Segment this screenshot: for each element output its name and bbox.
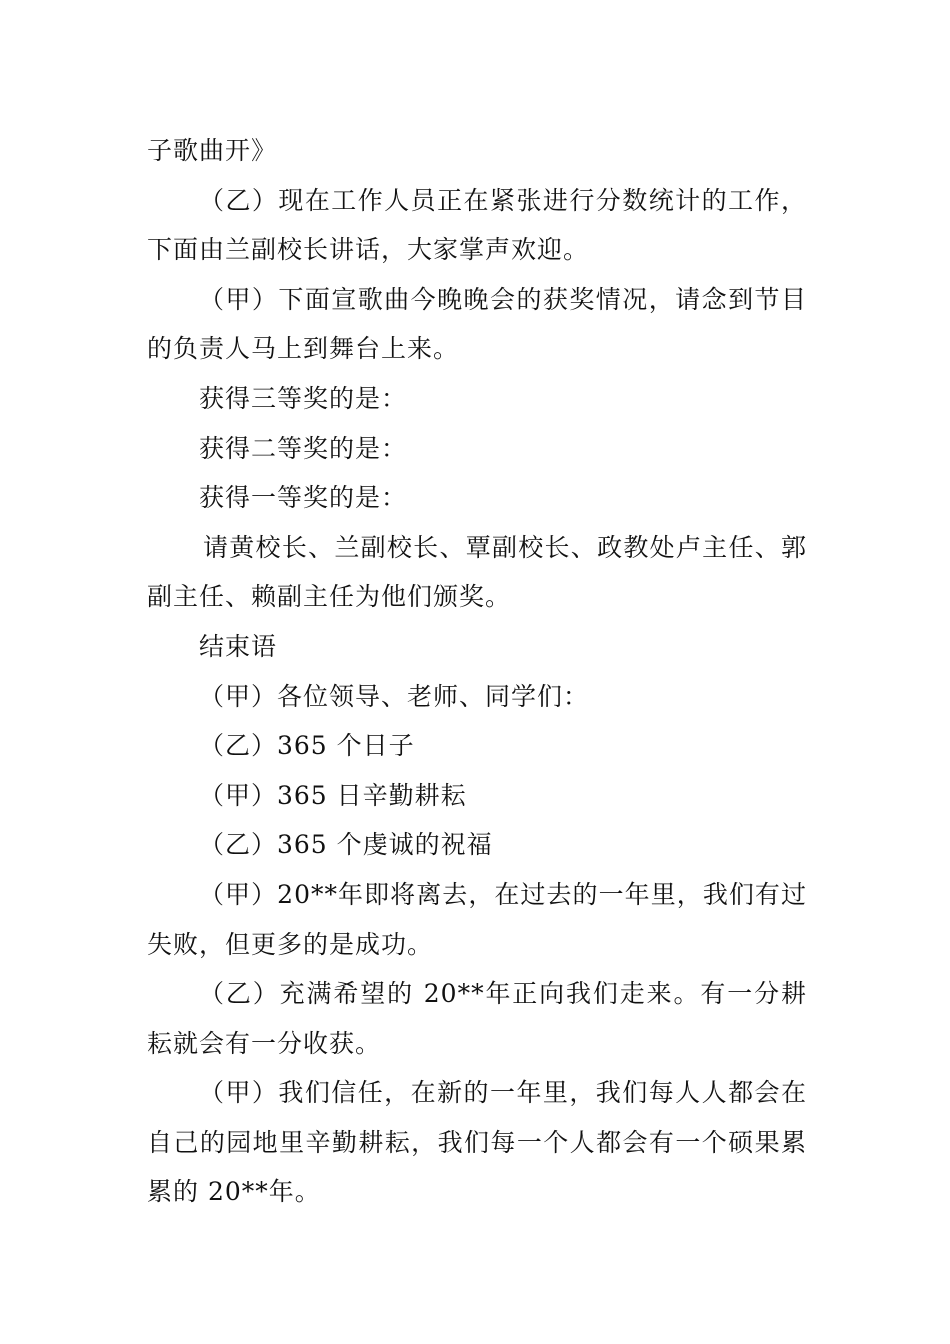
paragraph-new-year-wish: （甲）我们信任，在新的一年里，我们每人人都会在自己的园地里辛勤耕耘，我们每一个人都会有一个硕果累累的 20**年。 <box>147 1078 807 1207</box>
paragraph-third-prize: 获得三等奖的是： <box>199 383 408 413</box>
paragraph-award-announcement: （甲）下面宣歌曲今晚晚会的获奖情况，请念到节目的负责人马上到舞台上来。 <box>147 284 807 364</box>
paragraph-greeting: （甲）各位领导、老师、同学们： <box>199 681 590 711</box>
paragraph-score-counting: （乙）现在工作人员正在紧张进行分数统计的工作，下面由兰副校长讲话，大家掌声欢迎。 <box>147 185 807 265</box>
paragraph-year-passing: （甲）20**年即将离去，在过去的一年里，我们有过失败，但更多的是成功。 <box>147 879 807 959</box>
document-body <box>147 126 807 1217</box>
paragraph-closing-heading: 结束语 <box>199 631 278 661</box>
paragraph-365-blessings: （乙）365 个虔诚的祝福 <box>199 830 493 860</box>
paragraph-first-prize: 获得一等奖的是： <box>199 483 408 513</box>
paragraph-365-hard-work: （甲）365 日辛勤耕耘 <box>199 780 467 810</box>
paragraph-365-days: （乙）365 个日子 <box>199 731 415 761</box>
paragraph-presenters: 请黄校长、兰副校长、覃副校长、政教处卢主任、郭副主任、赖副主任为他们颁奖。 <box>147 532 807 612</box>
paragraph-second-prize: 获得二等奖的是： <box>199 433 408 463</box>
paragraph-song-open: 子歌曲开》 <box>147 136 278 165</box>
paragraph-year-coming: （乙）充满希望的 20**年正向我们走来。有一分耕耘就会有一分收获。 <box>147 979 807 1058</box>
